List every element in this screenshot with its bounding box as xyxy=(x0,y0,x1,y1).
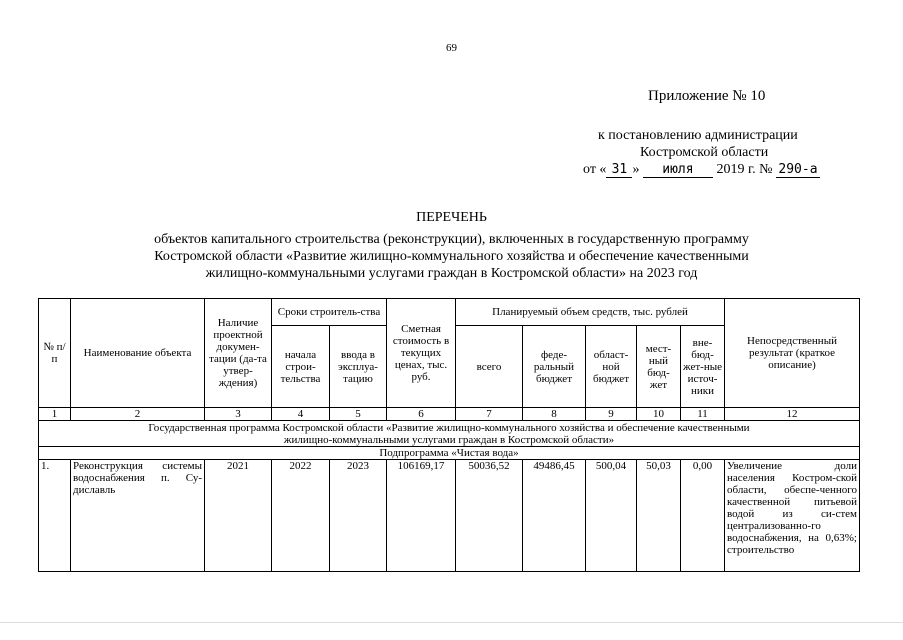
date-prefix: от « xyxy=(583,162,607,177)
header-cost: Сметная стоимость в текущих ценах, тыс. руб. xyxy=(387,299,456,408)
decree-date-line xyxy=(583,162,820,178)
date-year: 2019 г. № xyxy=(716,162,773,177)
row-name: Реконструкция системы водоснабжения п. Су-диславль xyxy=(71,460,205,572)
row-extra: 0,00 xyxy=(681,460,725,572)
row-total: 50036,52 xyxy=(456,460,523,572)
column-numbers-row xyxy=(39,408,860,421)
program-title xyxy=(39,421,860,447)
header-terms: Сроки строитель-ства xyxy=(272,299,387,326)
subprogram-title: Подпрограмма «Чистая вода» xyxy=(39,447,860,460)
header-extra: вне-бюд-жет-ные источ-ники xyxy=(681,326,725,408)
date-month: июля xyxy=(643,162,713,178)
decree-number: 290-а xyxy=(776,162,820,178)
program-row xyxy=(39,421,860,447)
page-number: 69 xyxy=(446,42,457,54)
row-federal: 49486,45 xyxy=(523,460,586,572)
program-title-line-1: Государственная программа Костромской области «Развитие жилищно-коммунального хозяйства и обеспечение качественными xyxy=(148,421,750,434)
row-local: 50,03 xyxy=(637,460,681,572)
row-docs: 2021 xyxy=(205,460,272,572)
row-regional: 500,04 xyxy=(586,460,637,572)
col-number: 12 xyxy=(725,408,860,421)
header-result: Непосредственный результат (краткое описание) xyxy=(725,299,860,408)
header-num: № п/п xyxy=(39,299,71,408)
date-mid: » xyxy=(632,162,640,177)
capital-construction-table xyxy=(38,298,860,572)
row-commission: 2023 xyxy=(330,460,387,572)
document-title: ПЕРЕЧЕНЬ xyxy=(416,210,487,225)
header-planned: Планируемый объем средств, тыс. рублей xyxy=(456,299,725,326)
program-title-line-2: жилищно-коммунальными услугами граждан в Костромской области» xyxy=(283,433,615,446)
row-result: Увеличение доли населения Костром-ской области, обеспе-ченного качественной питьевой водой из си-стем централизованно-го водоснабжения, на 0,63%; строительство xyxy=(725,460,860,572)
col-number: 6 xyxy=(387,408,456,421)
col-number: 3 xyxy=(205,408,272,421)
col-number: 2 xyxy=(71,408,205,421)
header-regional: област-ной бюджет xyxy=(586,326,637,408)
row-cost: 106169,17 xyxy=(387,460,456,572)
col-number: 8 xyxy=(523,408,586,421)
col-number: 7 xyxy=(456,408,523,421)
title-line-2: Костромской области «Развитие жилищно-коммунального хозяйства и обеспечение качественными xyxy=(154,249,749,264)
col-number: 9 xyxy=(586,408,637,421)
col-number: 10 xyxy=(637,408,681,421)
row-start: 2022 xyxy=(272,460,330,572)
row-num: 1. xyxy=(39,460,71,572)
header-docs: Наличие проектной докумен-тации (да-та утвер-ждения) xyxy=(205,299,272,408)
header-start: начала строи-тельства xyxy=(272,326,330,408)
table-row xyxy=(39,460,860,572)
header-commission: ввода в эксплуа-тацию xyxy=(330,326,387,408)
title-line-1: объектов капитального строительства (реконструкции), включенных в государственную программу xyxy=(154,232,749,247)
header-name: Наименование объекта xyxy=(71,299,205,408)
title-line-3: жилищно-коммунальными услугами граждан в Костромской области» на 2023 год xyxy=(205,266,698,281)
col-number: 11 xyxy=(681,408,725,421)
header-federal: феде-ральный бюджет xyxy=(523,326,586,408)
date-day: 31 xyxy=(606,162,632,178)
appendix-label: Приложение № 10 xyxy=(648,88,766,104)
header-local: мест-ный бюд-жет xyxy=(637,326,681,408)
col-number: 4 xyxy=(272,408,330,421)
decree-line-1: к постановлению администрации xyxy=(598,128,798,143)
subprogram-row xyxy=(39,447,860,460)
col-number: 1 xyxy=(39,408,71,421)
header-total: всего xyxy=(456,326,523,408)
page-edge-divider xyxy=(0,622,903,623)
col-number: 5 xyxy=(330,408,387,421)
decree-line-2: Костромской области xyxy=(640,145,769,160)
